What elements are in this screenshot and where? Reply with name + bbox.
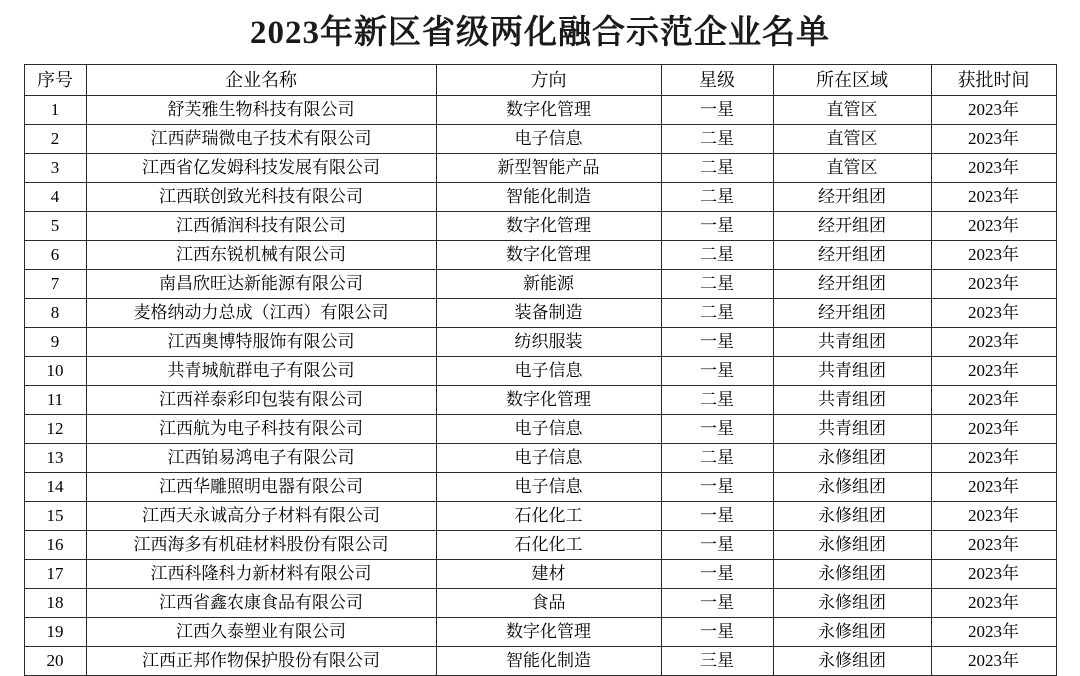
- cell-star: 三星: [661, 646, 773, 675]
- cell-region: 永修组团: [773, 588, 931, 617]
- cell-star: 二星: [661, 269, 773, 298]
- table-row: [24, 356, 1056, 385]
- cell-region: 经开组团: [773, 269, 931, 298]
- cell-star: 一星: [661, 414, 773, 443]
- cell-date: 2023年: [931, 588, 1056, 617]
- cell-star: 一星: [661, 356, 773, 385]
- table-row: [24, 240, 1056, 269]
- cell-direction: 石化化工: [436, 501, 661, 530]
- cell-date: 2023年: [931, 617, 1056, 646]
- column-header-index: 序号: [24, 64, 86, 95]
- cell-name: 江西海多有机硅材料股份有限公司: [86, 530, 436, 559]
- cell-star: 二星: [661, 182, 773, 211]
- cell-direction: 智能化制造: [436, 646, 661, 675]
- table-row: [24, 153, 1056, 182]
- cell-direction: 数字化管理: [436, 385, 661, 414]
- cell-star: 一星: [661, 95, 773, 124]
- cell-index: 8: [24, 298, 86, 327]
- column-header-date: 获批时间: [931, 64, 1056, 95]
- cell-region: 永修组团: [773, 472, 931, 501]
- table-row: [24, 530, 1056, 559]
- cell-name: 江西久泰塑业有限公司: [86, 617, 436, 646]
- cell-date: 2023年: [931, 559, 1056, 588]
- cell-region: 经开组团: [773, 298, 931, 327]
- cell-name: 共青城航群电子有限公司: [86, 356, 436, 385]
- cell-date: 2023年: [931, 414, 1056, 443]
- cell-name: 江西萨瑞微电子技术有限公司: [86, 124, 436, 153]
- cell-name: 江西正邦作物保护股份有限公司: [86, 646, 436, 675]
- cell-direction: 电子信息: [436, 443, 661, 472]
- cell-name: 江西航为电子科技有限公司: [86, 414, 436, 443]
- cell-region: 永修组团: [773, 530, 931, 559]
- cell-region: 共青组团: [773, 414, 931, 443]
- table-row: [24, 501, 1056, 530]
- table-row: [24, 211, 1056, 240]
- cell-direction: 数字化管理: [436, 617, 661, 646]
- table-row: [24, 414, 1056, 443]
- cell-star: 一星: [661, 588, 773, 617]
- cell-index: 6: [24, 240, 86, 269]
- cell-star: 一星: [661, 211, 773, 240]
- table-header: [24, 64, 1056, 95]
- cell-direction: 建材: [436, 559, 661, 588]
- cell-index: 10: [24, 356, 86, 385]
- cell-date: 2023年: [931, 211, 1056, 240]
- cell-region: 永修组团: [773, 646, 931, 675]
- cell-index: 9: [24, 327, 86, 356]
- column-header-name: 企业名称: [86, 64, 436, 95]
- cell-region: 共青组团: [773, 385, 931, 414]
- cell-name: 江西天永诚高分子材料有限公司: [86, 501, 436, 530]
- cell-region: 直管区: [773, 153, 931, 182]
- table-row: [24, 617, 1056, 646]
- cell-star: 一星: [661, 530, 773, 559]
- cell-index: 1: [24, 95, 86, 124]
- cell-index: 18: [24, 588, 86, 617]
- table-row: [24, 182, 1056, 211]
- cell-name: 江西省亿发姆科技发展有限公司: [86, 153, 436, 182]
- cell-direction: 电子信息: [436, 414, 661, 443]
- table-row: [24, 95, 1056, 124]
- cell-name: 舒芙雅生物科技有限公司: [86, 95, 436, 124]
- cell-name: 江西祥泰彩印包装有限公司: [86, 385, 436, 414]
- cell-date: 2023年: [931, 501, 1056, 530]
- cell-star: 一星: [661, 327, 773, 356]
- cell-date: 2023年: [931, 153, 1056, 182]
- cell-direction: 纺织服装: [436, 327, 661, 356]
- cell-name: 麦格纳动力总成（江西）有限公司: [86, 298, 436, 327]
- cell-star: 二星: [661, 298, 773, 327]
- column-header-star: 星级: [661, 64, 773, 95]
- cell-index: 11: [24, 385, 86, 414]
- cell-date: 2023年: [931, 95, 1056, 124]
- cell-region: 永修组团: [773, 443, 931, 472]
- cell-index: 13: [24, 443, 86, 472]
- cell-star: 二星: [661, 124, 773, 153]
- cell-index: 17: [24, 559, 86, 588]
- table-row: [24, 385, 1056, 414]
- cell-region: 永修组团: [773, 617, 931, 646]
- cell-name: 江西联创致光科技有限公司: [86, 182, 436, 211]
- cell-name: 江西东锐机械有限公司: [86, 240, 436, 269]
- cell-index: 15: [24, 501, 86, 530]
- cell-star: 二星: [661, 443, 773, 472]
- cell-date: 2023年: [931, 269, 1056, 298]
- cell-index: 3: [24, 153, 86, 182]
- cell-name: 江西华雕照明电器有限公司: [86, 472, 436, 501]
- cell-direction: 新能源: [436, 269, 661, 298]
- cell-direction: 电子信息: [436, 472, 661, 501]
- cell-date: 2023年: [931, 443, 1056, 472]
- cell-star: 一星: [661, 617, 773, 646]
- cell-date: 2023年: [931, 327, 1056, 356]
- cell-region: 永修组团: [773, 501, 931, 530]
- cell-direction: 数字化管理: [436, 95, 661, 124]
- cell-direction: 食品: [436, 588, 661, 617]
- cell-name: 江西奥博特服饰有限公司: [86, 327, 436, 356]
- table-row: [24, 269, 1056, 298]
- cell-direction: 电子信息: [436, 124, 661, 153]
- table-row: [24, 559, 1056, 588]
- cell-date: 2023年: [931, 298, 1056, 327]
- table-header-row: [24, 64, 1056, 95]
- cell-index: 5: [24, 211, 86, 240]
- cell-direction: 数字化管理: [436, 240, 661, 269]
- cell-date: 2023年: [931, 646, 1056, 675]
- table-body: [24, 95, 1056, 675]
- table-row: [24, 646, 1056, 675]
- table-row: [24, 327, 1056, 356]
- cell-name: 江西科隆科力新材料有限公司: [86, 559, 436, 588]
- cell-date: 2023年: [931, 124, 1056, 153]
- table-row: [24, 124, 1056, 153]
- cell-region: 永修组团: [773, 559, 931, 588]
- cell-star: 一星: [661, 501, 773, 530]
- column-header-direction: 方向: [436, 64, 661, 95]
- cell-direction: 电子信息: [436, 356, 661, 385]
- cell-region: 经开组团: [773, 211, 931, 240]
- cell-star: 一星: [661, 559, 773, 588]
- cell-region: 共青组团: [773, 327, 931, 356]
- cell-star: 二星: [661, 240, 773, 269]
- cell-date: 2023年: [931, 530, 1056, 559]
- cell-direction: 智能化制造: [436, 182, 661, 211]
- cell-index: 4: [24, 182, 86, 211]
- cell-index: 20: [24, 646, 86, 675]
- cell-name: 江西铂易鸿电子有限公司: [86, 443, 436, 472]
- cell-date: 2023年: [931, 240, 1056, 269]
- cell-date: 2023年: [931, 356, 1056, 385]
- cell-name: 江西循润科技有限公司: [86, 211, 436, 240]
- enterprise-list-table: [24, 64, 1057, 676]
- cell-date: 2023年: [931, 182, 1056, 211]
- cell-region: 经开组团: [773, 182, 931, 211]
- cell-date: 2023年: [931, 385, 1056, 414]
- cell-region: 共青组团: [773, 356, 931, 385]
- cell-star: 二星: [661, 153, 773, 182]
- cell-index: 14: [24, 472, 86, 501]
- cell-index: 16: [24, 530, 86, 559]
- cell-name: 江西省鑫农康食品有限公司: [86, 588, 436, 617]
- table-row: [24, 472, 1056, 501]
- cell-region: 直管区: [773, 95, 931, 124]
- cell-direction: 新型智能产品: [436, 153, 661, 182]
- cell-index: 2: [24, 124, 86, 153]
- column-header-region: 所在区域: [773, 64, 931, 95]
- cell-date: 2023年: [931, 472, 1056, 501]
- table-row: [24, 298, 1056, 327]
- cell-index: 19: [24, 617, 86, 646]
- table-row: [24, 588, 1056, 617]
- cell-direction: 数字化管理: [436, 211, 661, 240]
- cell-index: 12: [24, 414, 86, 443]
- cell-index: 7: [24, 269, 86, 298]
- cell-direction: 装备制造: [436, 298, 661, 327]
- cell-region: 直管区: [773, 124, 931, 153]
- cell-star: 二星: [661, 385, 773, 414]
- cell-region: 经开组团: [773, 240, 931, 269]
- page-title: 2023年新区省级两化融合示范企业名单: [250, 15, 830, 51]
- cell-star: 一星: [661, 472, 773, 501]
- table-row: [24, 443, 1056, 472]
- cell-name: 南昌欣旺达新能源有限公司: [86, 269, 436, 298]
- cell-direction: 石化化工: [436, 530, 661, 559]
